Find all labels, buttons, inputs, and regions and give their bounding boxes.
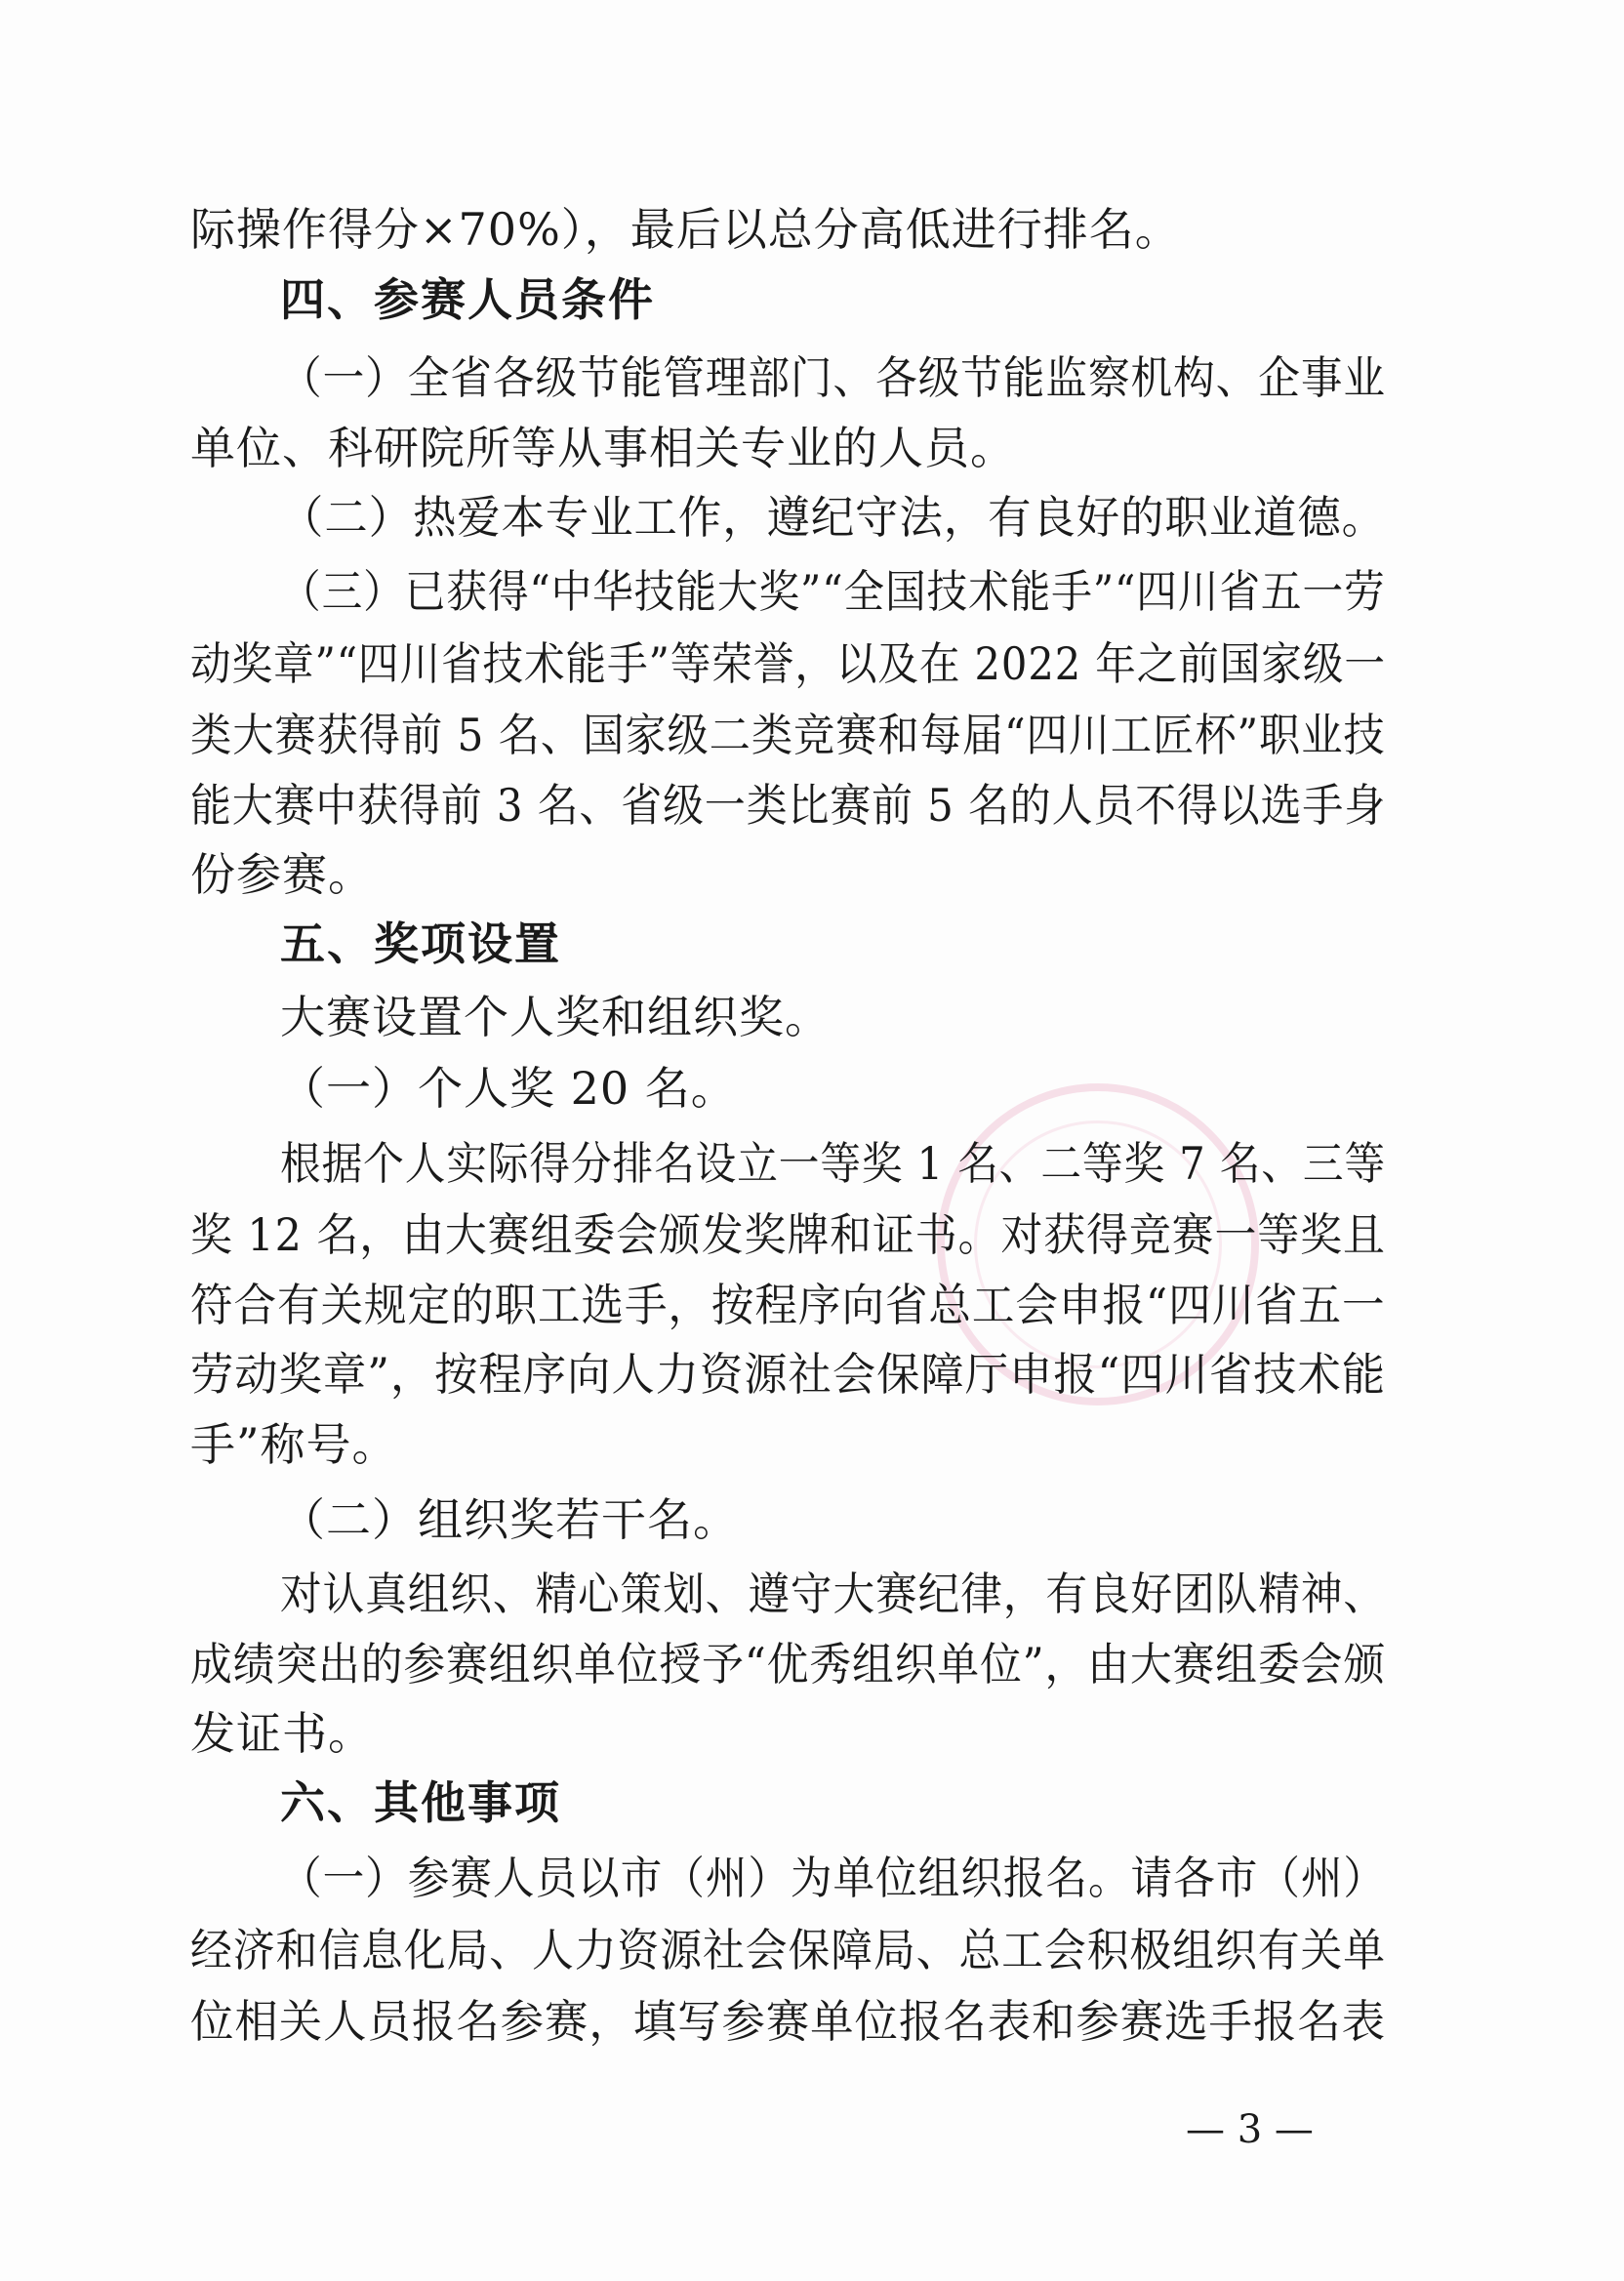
body-line: 大赛设置个人奖和组织奖。 xyxy=(280,991,831,1043)
body-line: 对认真组织、精心策划、遵守大赛纪律，有良好团队精神、 xyxy=(280,1568,1386,1620)
section-heading: 四、参赛人员条件 xyxy=(280,273,655,326)
page-number: — 3 — xyxy=(1186,2107,1314,2152)
body-line: 份参赛。 xyxy=(190,848,374,901)
body-line: 动奖章”“四川省技术能手”等荣誉，以及在 2022 年之前国家级一 xyxy=(190,637,1386,690)
section-heading: 六、其他事项 xyxy=(280,1776,561,1829)
body-line: 手”称号。 xyxy=(190,1418,398,1471)
body-line: 类大赛获得前 5 名、国家级二类竞赛和每届“四川工匠杯”职业技 xyxy=(190,709,1386,761)
body-line: 能大赛中获得前 3 名、省级一类比赛前 5 名的人员不得以选手身 xyxy=(190,779,1387,832)
body-line: 位相关人员报名参赛，填写参赛单位报名表和参赛选手报名表 xyxy=(190,1995,1386,2048)
body-line: 经济和信息化局、人力资源社会保障局、总工会积极组织有关单 xyxy=(190,1924,1386,1976)
body-line: 符合有关规定的职工选手，按程序向省总工会申报“四川省五一 xyxy=(190,1279,1386,1331)
body-line: （二）热爱本专业工作，遵纪守法，有良好的职业道德。 xyxy=(280,491,1386,544)
section-heading: 五、奖项设置 xyxy=(280,917,561,970)
body-line: 发证书。 xyxy=(190,1707,374,1760)
body-line: （三）已获得“中华技能大奖”“全国技术能手”“四川省五一劳 xyxy=(280,565,1386,618)
body-line: 成绩突出的参赛组织单位授予“优秀组织单位”，由大赛组委会颁 xyxy=(190,1638,1387,1690)
body-line: （一）参赛人员以市（州）为单位组织报名。请各市（州） xyxy=(280,1852,1386,1904)
body-line: 劳动奖章”，按程序向人力资源社会保障厅申报“四川省技术能 xyxy=(190,1348,1387,1401)
body-line: （二）组织奖若干名。 xyxy=(280,1493,739,1546)
body-line: 际操作得分×70%），最后以总分高低进行排名。 xyxy=(190,203,1181,256)
body-line: 奖 12 名，由大赛组委会颁发奖牌和证书。对获得竞赛一等奖且 xyxy=(190,1208,1386,1261)
body-line: （一）全省各级节能管理部门、各级节能监察机构、企事业 xyxy=(280,351,1386,404)
body-line: （一）个人奖 20 名。 xyxy=(280,1062,737,1115)
body-line: 根据个人实际得分排名设立一等奖 1 名、二等奖 7 名、三等 xyxy=(280,1137,1387,1190)
body-line: 单位、科研院所等从事相关专业的人员。 xyxy=(190,422,1016,474)
